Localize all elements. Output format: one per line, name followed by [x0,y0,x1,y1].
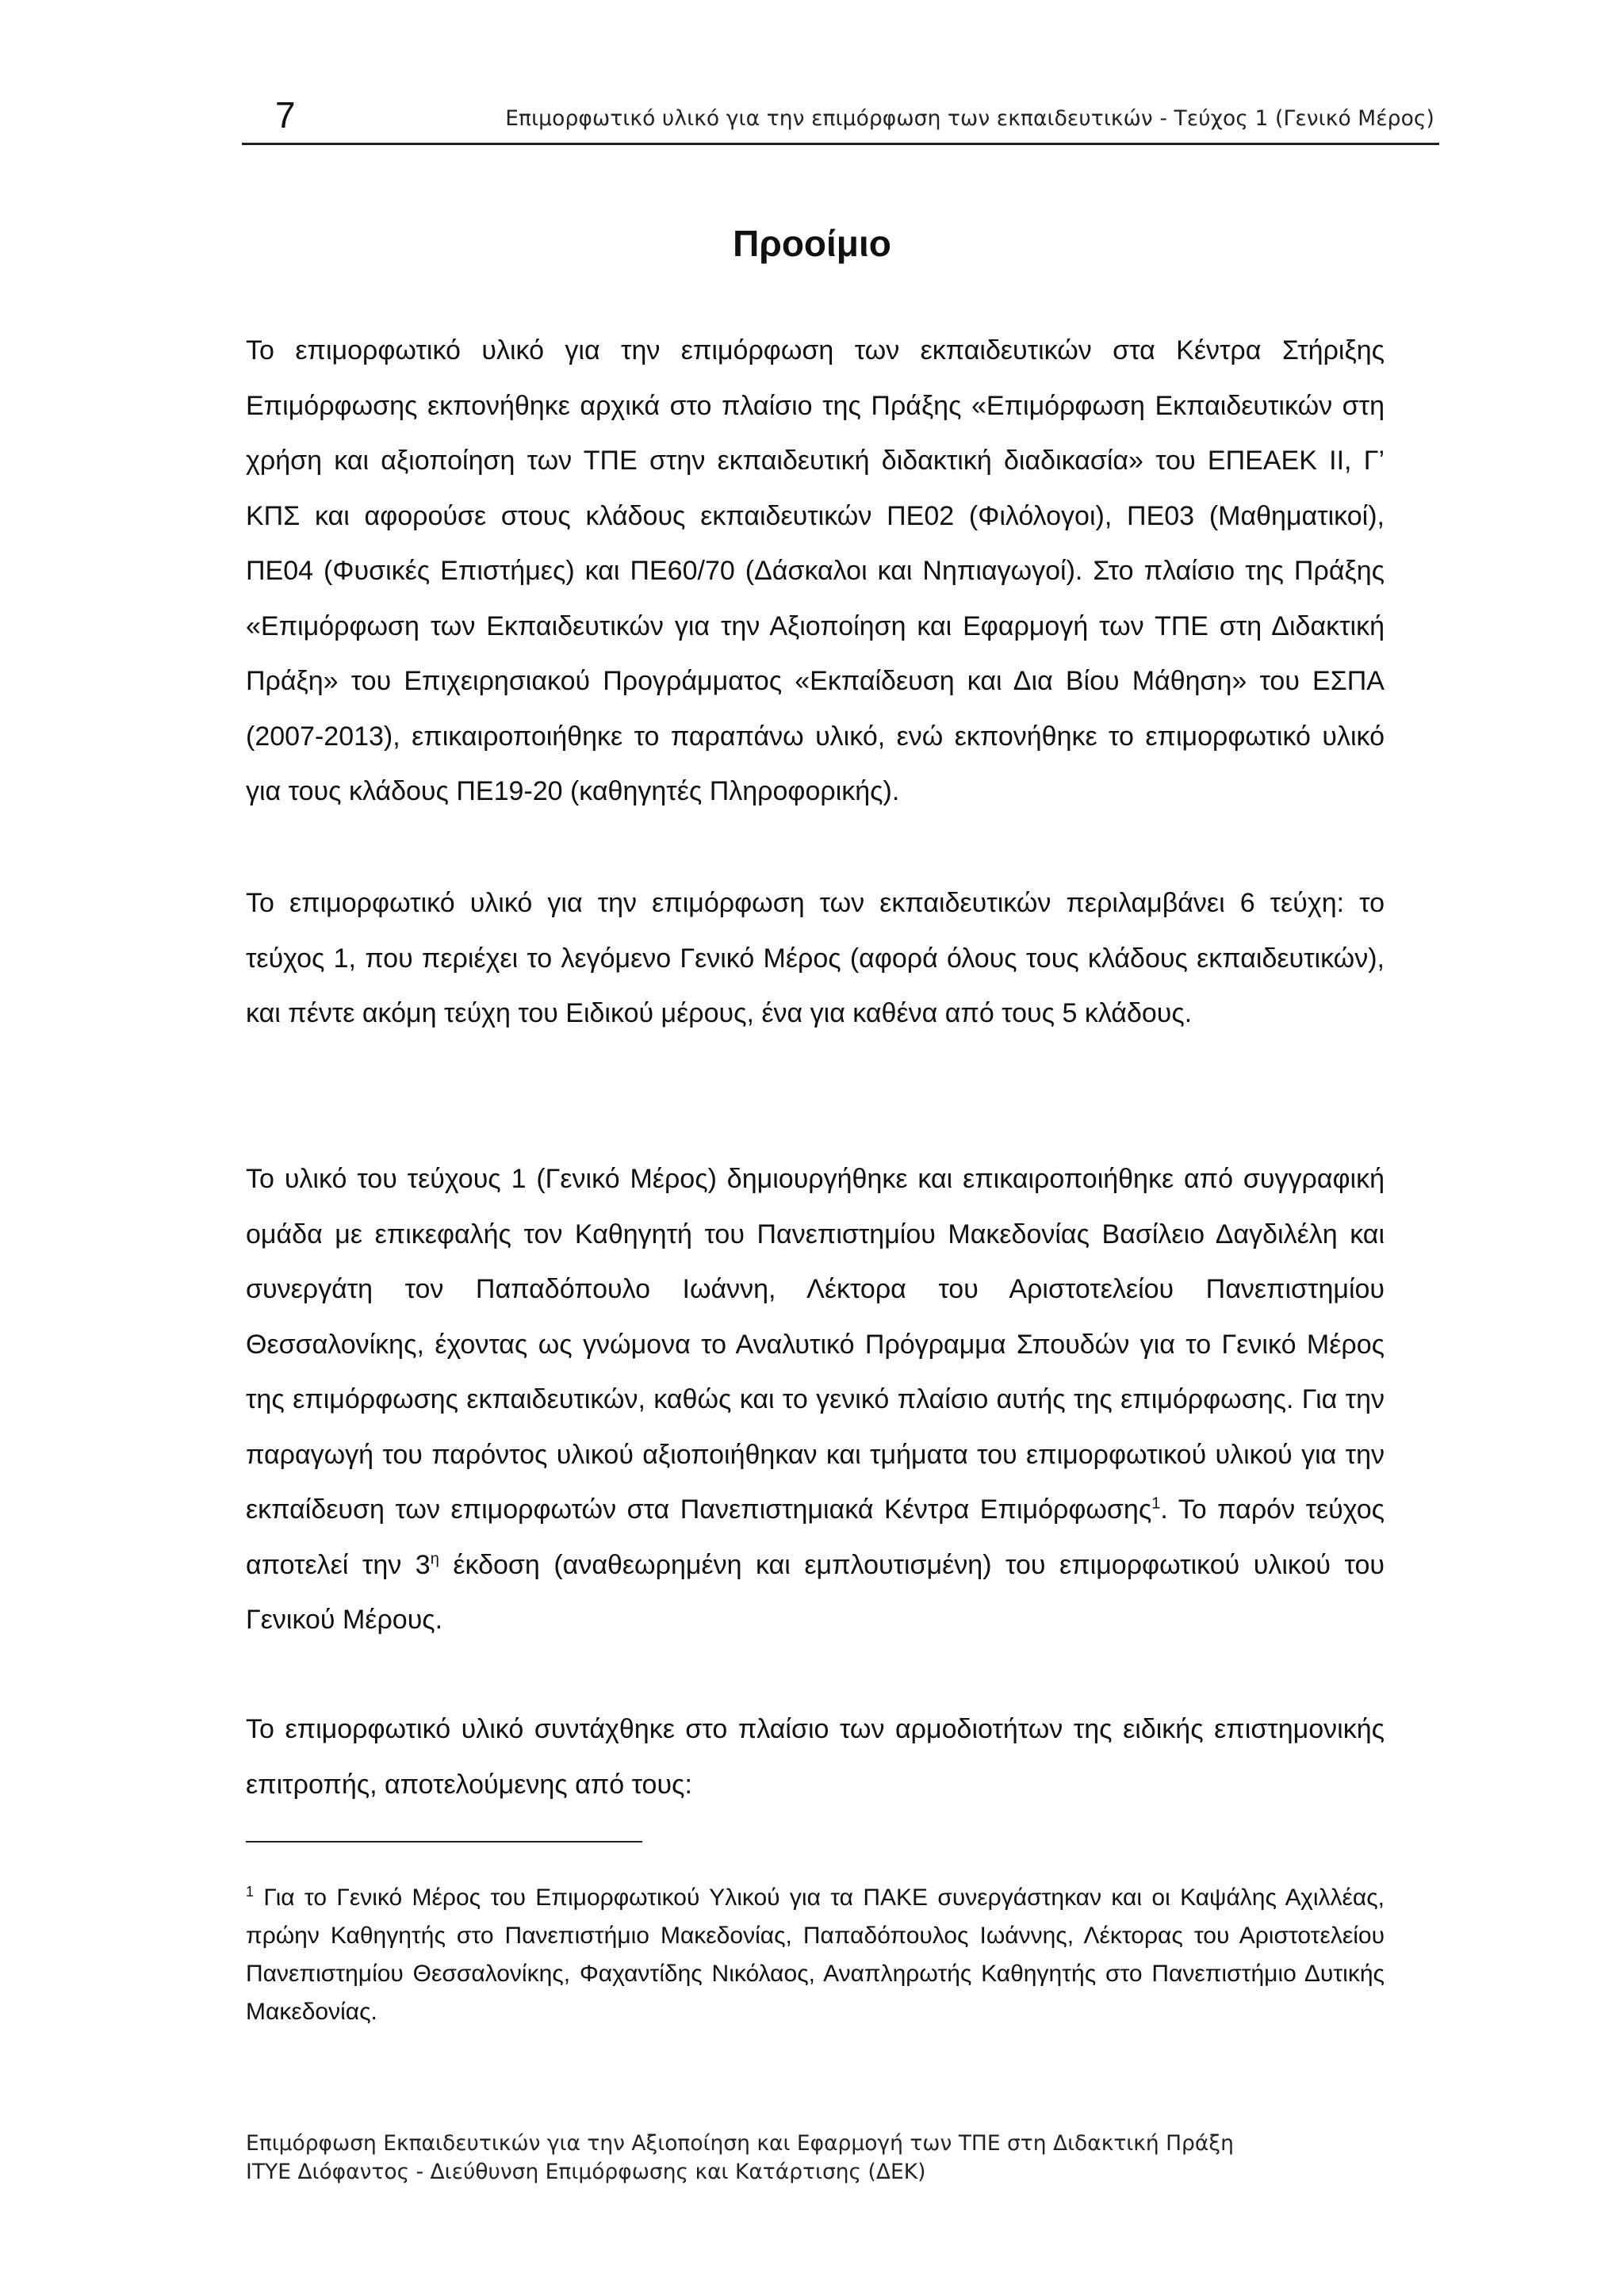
footer-line-1: Επιμόρφωση Εκπαιδευτικών για την Αξιοποίηση και Εφαρμογή των ΤΠΕ στη Διδακτική Πράξη [246,2131,1234,2156]
paragraph-1: Το επιμορφωτικό υλικό για την επιμόρφωση των εκπαιδευτικών στα Κέντρα Στήριξης Επιμόρφωσης εκπονήθηκε αρχικά στο πλαίσιο της Πράξης «Επιμόρφωση Εκπαιδευτικών στη χρήση και αξιοποίηση των ΤΠΕ στην εκπαιδευτική διδακτική διαδικασία» του ΕΠΕΑΕΚ ΙΙ, Γ’ ΚΠΣ και αφορούσε στους κλάδους εκπαιδευτικών ΠΕ02 (Φιλόλογοι), ΠΕ03 (Μαθηματικοί), ΠΕ04 (Φυσικές Επιστήμες) και ΠΕ60/70 (Δάσκαλοι και Νηπιαγωγοί). Στο πλαίσιο της Πράξης «Επιμόρφωση των Εκπαιδευτικών για την Αξιοποίηση και Εφαρμογή των ΤΠΕ στη Διδακτική Πράξη» του Επιχειρησιακού Προγράμματος «Εκπαίδευση και Δια Βίου Μάθηση» του ΕΣΠΑ (2007-2013), επικαιροποιήθηκε το παραπάνω υλικό, ενώ εκπονήθηκε το επιμορφωτικό υλικό για τους κλάδους ΠΕ19-20 (καθηγητές Πληροφορικής). [246,335,1385,806]
footnote-separator [246,1841,642,1843]
running-title: Επιμορφωτικό υλικό για την επιμόρφωση των εκπαιδευτικών - Τεύχος 1 (Γενικό Μέρος) [505,106,1434,131]
footnote-reference[interactable]: 1 [1151,1494,1161,1513]
footnote-text: Για το Γενικό Μέρος του Επιμορφωτικού Υλικού για τα ΠΑΚΕ συνεργάστηκαν και οι Καψάλης Αχιλλέας, πρώην Καθηγητής στο Πανεπιστήμιο Μακεδονίας, Παπαδόπουλος Ιωάννης, Λέκτορας του Αριστοτελείου Πανεπιστημίου Θεσσαλονίκης, Φαχαντίδης Νικόλαος, Αναπληρωτής Καθηγητής στο Πανεπιστήμιο Δυτικής Μακεδονίας. [246,1885,1385,2025]
edition-ordinal-superscript: η [430,1550,439,1568]
footnote-1 [246,1879,1385,2031]
paragraph-3 [246,1152,1385,1648]
paragraph-3-text-a: Το υλικό του τεύχους 1 (Γενικό Μέρος) δημιουργήθηκε και επικαιροποιήθηκε από συγγραφική ομάδα με επικεφαλής τον Καθηγητή του Πανεπιστημίου Μακεδονίας Βασίλειο Δαγδιλέλη και συνεργάτη τον Παπαδόπουλο Ιωάννη, Λέκτορα του Αριστοτελείου Πανεπιστημίου Θεσσαλονίκης, έχοντας ως γνώμονα το Αναλυτικό Πρόγραμμα Σπουδών για το Γενικό Μέρος της επιμόρφωσης εκπαιδευτικών, καθώς και το γενικό πλαίσιο αυτής της επιμόρφωσης. Για την παραγωγή του παρόντος υλικού αξιοποιήθηκαν και τμήματα του επιμορφωτικού υλικού για την εκπαίδευση των επιμορφωτών στα Πανεπιστημιακά Κέντρα Επιμόρφωσης [246,1164,1385,1525]
paragraph-3-text-b: . Το παρόν τεύχος αποτελεί την 3 [246,1494,1385,1580]
paragraph-3-text-c: έκδοση (αναθεωρημένη και εμπλουτισμένη) του επιμορφωτικού υλικού του Γενικού Μέρους. [246,1549,1385,1635]
footer-line-2: ΙΤΥΕ Διόφαντος - Διεύθυνση Επιμόρφωσης και Κατάρτισης (ΔΕΚ) [246,2160,926,2184]
paragraph-4: Το επιμορφωτικό υλικό συντάχθηκε στο πλαίσιο των αρμοδιοτήτων της ειδικής επιστημονικής επιτροπής, αποτελούμενης από τους: [246,1714,1385,1800]
footnote-mark: 1 [246,1884,255,1900]
paragraph-2: Το επιμορφωτικό υλικό για την επιμόρφωση των εκπαιδευτικών περιλαμβάνει 6 τεύχη: το τεύχος 1, που περιέχει το λεγόμενο Γενικό Μέρος (αφορά όλους τους κλάδους εκπαιδευτικών), και πέντε ακόμη τεύχη του Ειδικού μέρους, ένα για καθένα από τους 5 κλάδους. [246,888,1385,1028]
page-number: 7 [275,94,296,136]
chapter-title: Προοίμιο [733,223,891,264]
page-footer [246,2130,1435,2187]
page-header [242,94,1439,145]
